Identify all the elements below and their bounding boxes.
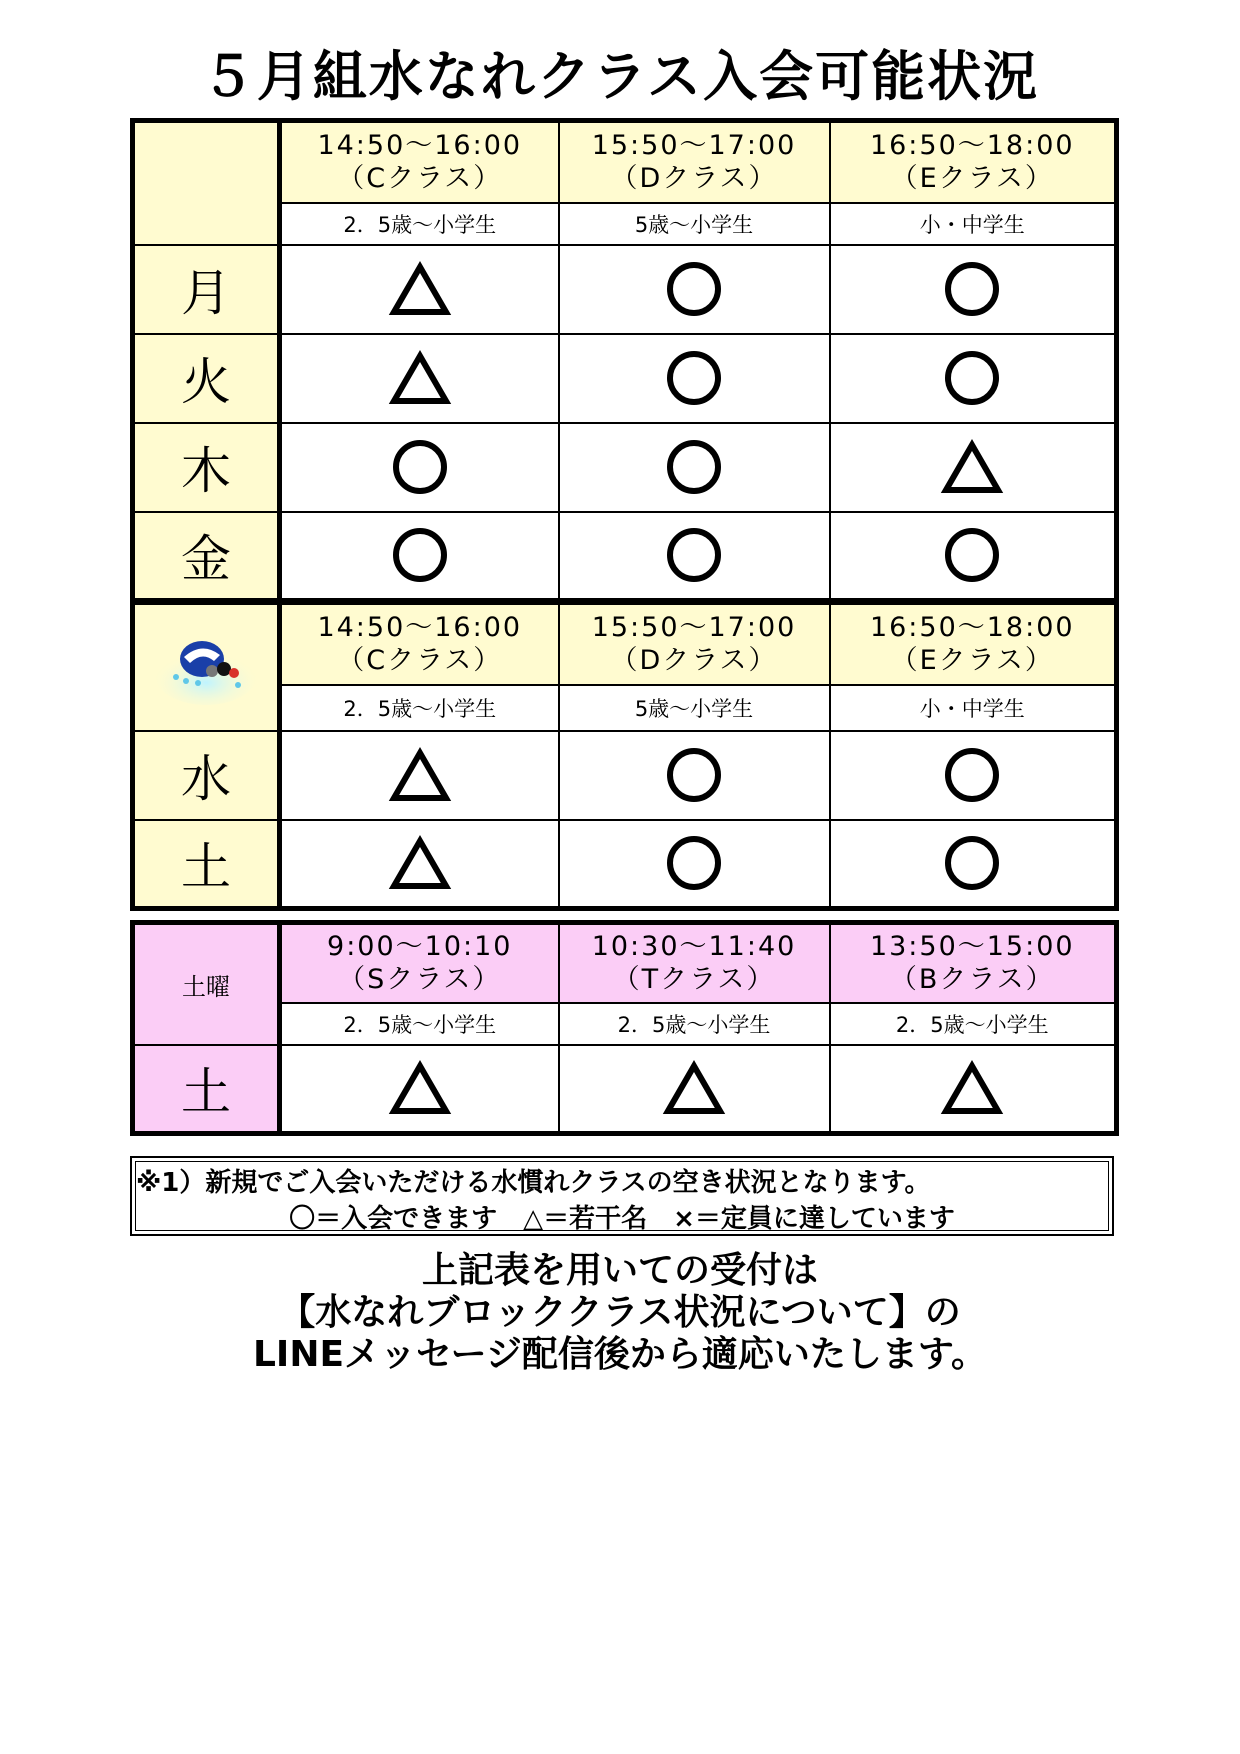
time-header: 15:50〜17:00 （Dクラス） [559, 121, 830, 203]
note-legend: 〇＝入会できます △＝若干名 ×＝定員に達しています [289, 1204, 955, 1234]
availability-cell [830, 512, 1117, 601]
age-label: 小・中学生 [830, 685, 1117, 731]
age-label: 5歳〜小学生 [559, 203, 830, 245]
availability-cell [280, 731, 559, 820]
circle-mark-icon [940, 834, 1004, 892]
footer-line-2: 【水なれブロッククラス状況について】の [279, 1292, 961, 1333]
time-header: 16:50〜18:00 （Eクラス） [830, 603, 1117, 685]
schedule-table-wed-sat [130, 600, 1119, 911]
availability-cell [280, 334, 559, 423]
availability-cell [280, 820, 559, 909]
day-label: 土 [133, 820, 280, 909]
availability-cell [830, 245, 1117, 334]
triangle-mark-icon [388, 834, 452, 892]
triangle-mark-icon [662, 1059, 726, 1117]
circle-mark-icon [662, 438, 726, 496]
saturday-label-cell [133, 923, 280, 1045]
availability-cell [559, 820, 830, 909]
availability-cell [830, 334, 1117, 423]
table-row [133, 512, 1117, 601]
circle-mark-icon [662, 349, 726, 407]
day-label: 水 [133, 731, 280, 820]
page-title: ５月組水なれクラス入会可能状況 [200, 45, 1040, 108]
day-label: 金 [133, 512, 280, 601]
table-row [133, 245, 1117, 334]
triangle-mark-icon [388, 1059, 452, 1117]
time-header: 16:50〜18:00 （Eクラス） [830, 121, 1117, 203]
availability-cell [830, 1045, 1117, 1134]
time-header: 15:50〜17:00 （Dクラス） [559, 603, 830, 685]
age-label: 2．5歳〜小学生 [280, 203, 559, 245]
day-label: 月 [133, 245, 280, 334]
day-label: 木 [133, 423, 280, 512]
triangle-mark-icon [388, 746, 452, 804]
age-label: 2．5歳〜小学生 [280, 1003, 559, 1045]
time-header: 9:00〜10:10 （Sクラス） [280, 923, 559, 1003]
corner-cell [133, 121, 280, 245]
table-row [133, 334, 1117, 423]
footer-line-3: LINEメッセージ配信後から適応いたします。 [252, 1334, 987, 1375]
table-row [133, 731, 1117, 820]
availability-cell [559, 334, 830, 423]
availability-cell [559, 731, 830, 820]
saturday-label: 土曜 [182, 972, 230, 1001]
notes-box [130, 1156, 1114, 1236]
age-label: 5歳〜小学生 [559, 685, 830, 731]
circle-mark-icon [662, 746, 726, 804]
circle-mark-icon [940, 349, 1004, 407]
schedule-table-weekday [130, 118, 1119, 603]
availability-cell [280, 423, 559, 512]
circle-mark-icon [940, 746, 1004, 804]
note-line-1: ※1）新規でご入会いただける水慣れクラスの空き状況となります。 [136, 1168, 931, 1198]
availability-cell [830, 820, 1117, 909]
day-label: 火 [133, 334, 280, 423]
availability-cell [559, 1045, 830, 1134]
availability-cell [559, 512, 830, 601]
circle-mark-icon [662, 526, 726, 584]
table-row [133, 820, 1117, 909]
corner-cell [133, 603, 280, 731]
circle-mark-icon [388, 438, 452, 496]
availability-cell [830, 731, 1117, 820]
triangle-mark-icon [388, 260, 452, 318]
swimmer-icon [154, 627, 258, 707]
circle-mark-icon [662, 834, 726, 892]
age-label: 2．5歳〜小学生 [280, 685, 559, 731]
footer-line-1: 上記表を用いての受付は [421, 1250, 818, 1291]
circle-mark-icon [388, 526, 452, 584]
availability-cell [280, 245, 559, 334]
circle-mark-icon [662, 260, 726, 318]
circle-mark-icon [940, 260, 1004, 318]
time-header: 14:50〜16:00 （Cクラス） [280, 121, 559, 203]
schedule-table-saturday [130, 920, 1119, 1136]
triangle-mark-icon [940, 438, 1004, 496]
time-header: 14:50〜16:00 （Cクラス） [280, 603, 559, 685]
circle-mark-icon [940, 526, 1004, 584]
age-label: 小・中学生 [830, 203, 1117, 245]
table-row [133, 1045, 1117, 1134]
triangle-mark-icon [940, 1059, 1004, 1117]
day-label: 土 [133, 1045, 280, 1134]
availability-cell [559, 245, 830, 334]
time-header: 10:30〜11:40 （Tクラス） [559, 923, 830, 1003]
time-header: 13:50〜15:00 （Bクラス） [830, 923, 1117, 1003]
availability-cell [559, 423, 830, 512]
age-label: 2．5歳〜小学生 [830, 1003, 1117, 1045]
availability-cell [280, 1045, 559, 1134]
triangle-mark-icon [388, 349, 452, 407]
availability-cell [280, 512, 559, 601]
availability-cell [830, 423, 1117, 512]
age-label: 2．5歳〜小学生 [559, 1003, 830, 1045]
table-row [133, 423, 1117, 512]
